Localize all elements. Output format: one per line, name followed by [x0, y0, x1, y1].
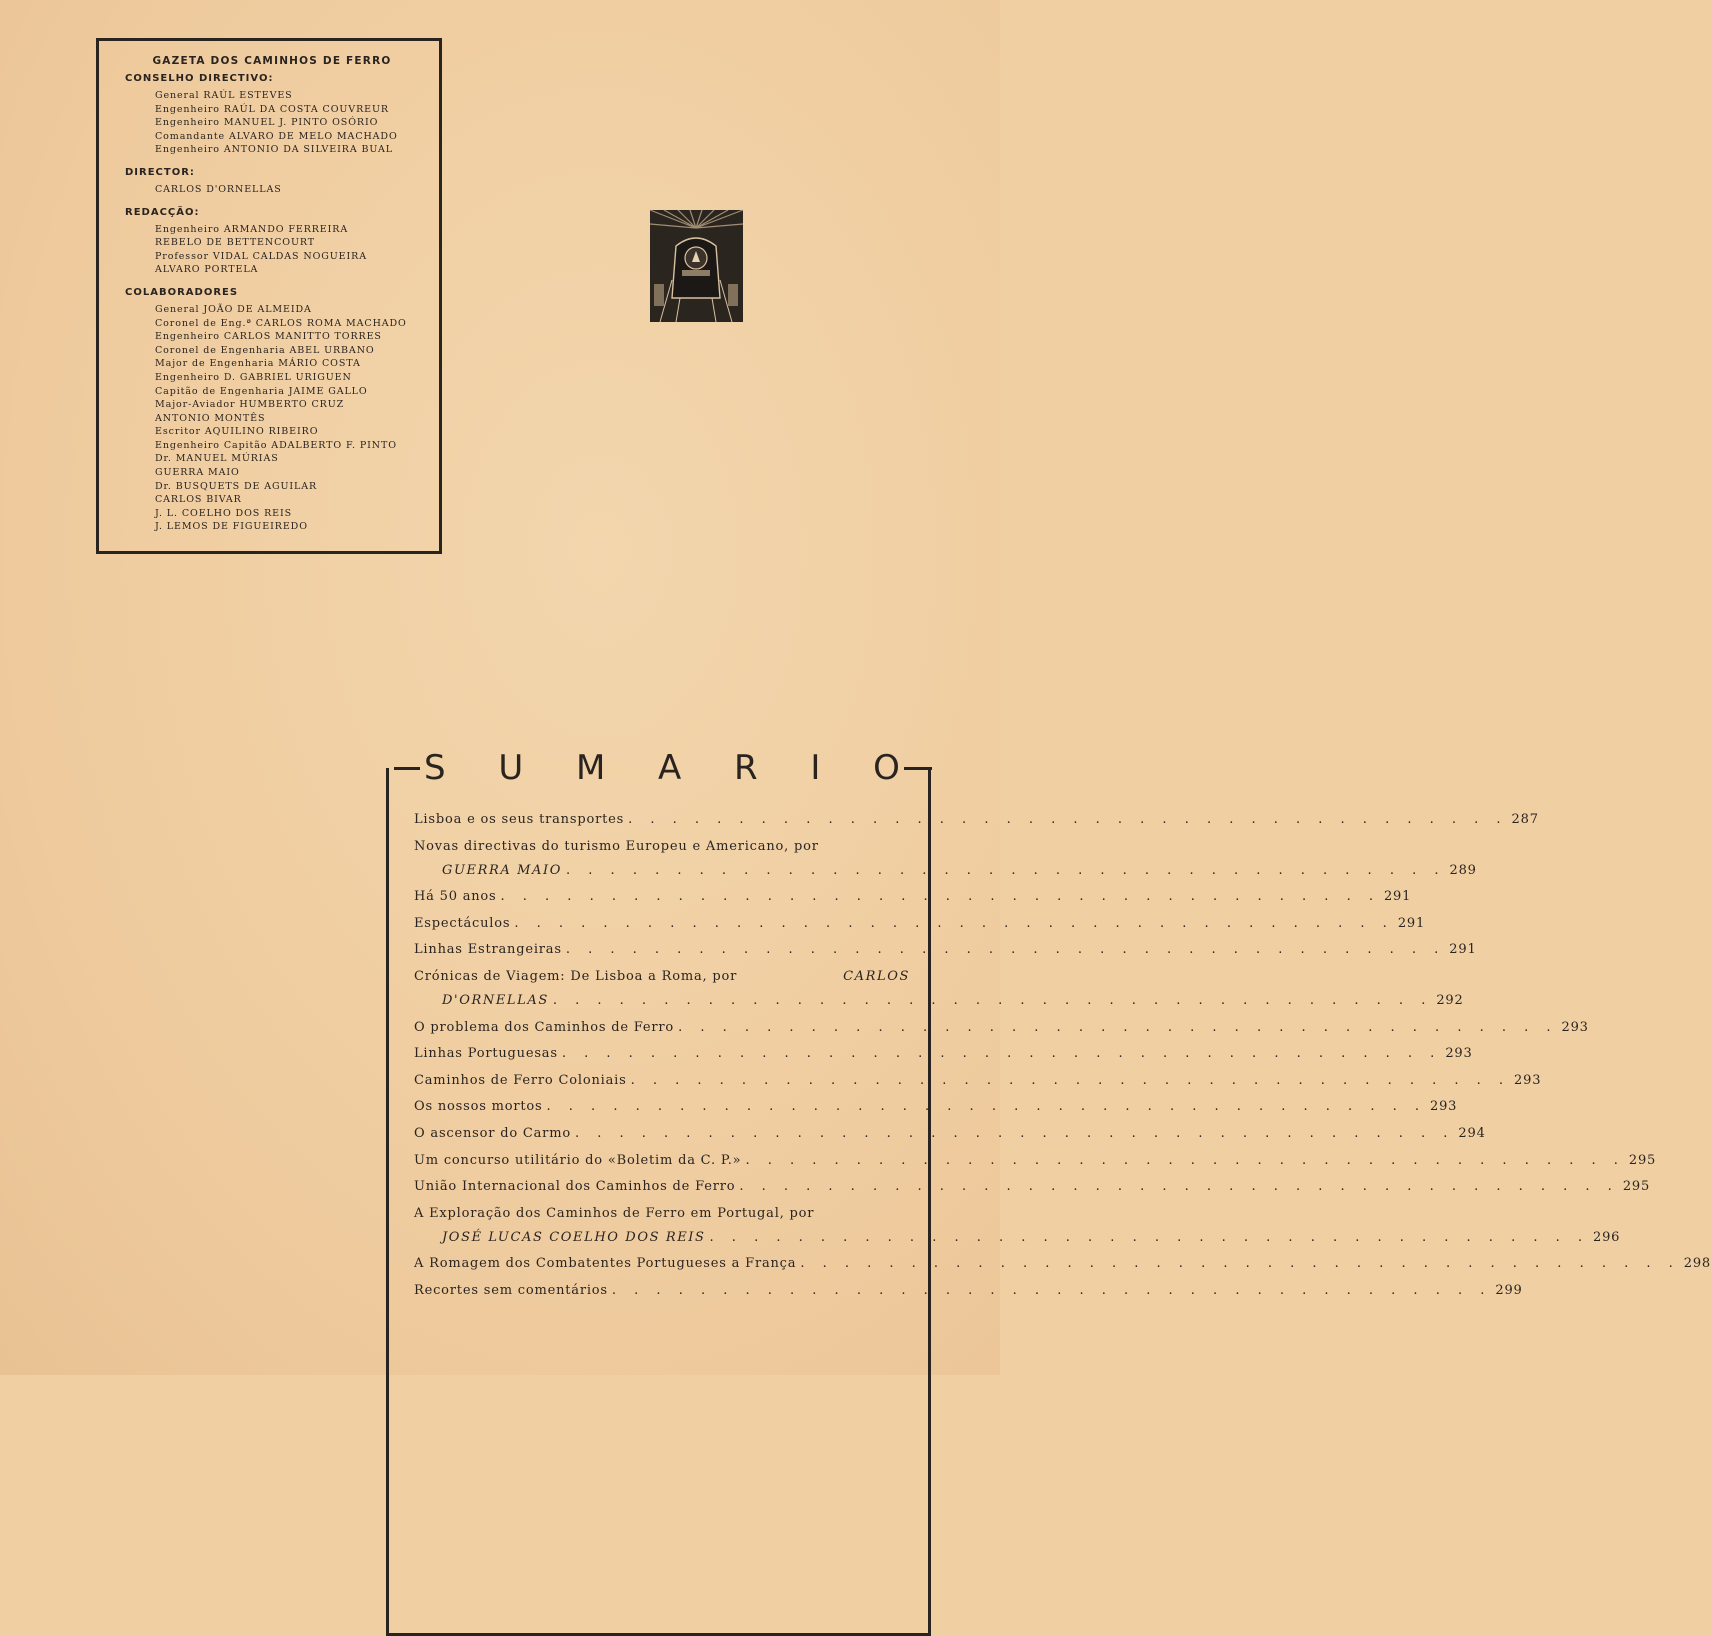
summary-item-author-line — [414, 1226, 1621, 1250]
staff-member: J. LEMOS DE FIGUEIREDO — [155, 521, 308, 533]
summary-item-title: União Internacional dos Caminhos de Ferro — [414, 1179, 736, 1195]
summary-item-line — [414, 1252, 1711, 1276]
summary-item-title: Linhas Estrangeiras — [414, 942, 562, 958]
summary-item-page: 291 — [1383, 889, 1412, 905]
leader-dots: . . . . . . . . . . . . . . . . . . . . . . . . . . . . . . . . . . . . . . . . — [546, 1099, 1426, 1115]
summary-item-line — [414, 885, 1412, 909]
summary-item-line — [414, 1175, 1651, 1199]
summary-item — [414, 1175, 1651, 1199]
summary-item — [414, 965, 1464, 1013]
staff-member: General RAÚL ESTEVES — [155, 90, 293, 101]
summary-item-line — [414, 1149, 1657, 1173]
leader-dots: . . . . . . . . . . . . . . . . . . . . . . . . . . . . . . . . . . . . . . . . — [514, 915, 1394, 931]
staff-section-heading: REDACÇÃO: — [125, 206, 200, 218]
locomotive-emblem-icon — [650, 210, 743, 322]
summary-item-author-line — [414, 859, 1477, 883]
leader-dots: . . . . . . . . . . . . . . . . . . . . . . . . . . . . . . . . . . . . . . . . — [628, 812, 1508, 827]
staff-section-heading: DIRECTOR: — [125, 166, 195, 178]
summary-item-author: JOSÉ LUCAS COELHO DOS REIS — [442, 1229, 706, 1245]
summary-item-page: 295 — [1622, 1179, 1651, 1195]
summary-item-title-line — [414, 835, 910, 859]
summary-item — [414, 1202, 1621, 1250]
section-gap — [125, 277, 439, 287]
staff-member: GUERRA MAIO — [155, 467, 240, 479]
summary-item — [414, 1042, 1473, 1066]
summary-item-author: CARLOS — [843, 968, 910, 984]
summary-item-title: A Exploração dos Caminhos de Ferro em Portugal, por — [414, 1205, 815, 1221]
summary-item-author: D'ORNELLAS — [442, 992, 549, 1008]
section-gap — [125, 157, 439, 167]
summary-item-page: 293 — [1514, 1072, 1542, 1088]
summary-item — [414, 835, 1477, 883]
staff-member: Comandante ALVARO DE MELO MACHADO — [155, 130, 398, 142]
staff-member: Dr. BUSQUETS DE AGUILAR — [155, 480, 318, 492]
staff-member: ANTONIO MONTÊS — [155, 412, 266, 424]
summary-item-page: 289 — [1449, 862, 1477, 878]
summary-item-line — [414, 1042, 1473, 1066]
leader-dots: . . . . . . . . . . . . . . . . . . . . . . . . . . . . . . . . . . . . . . . . — [800, 1256, 1680, 1272]
summary-item-page: 293 — [1445, 1046, 1473, 1062]
summary-item-title: Recortes sem comentários — [414, 1282, 608, 1298]
staff-member: Major-Aviador HUMBERTO CRUZ — [155, 399, 345, 411]
summary-item-title: Um concurso utilitário do «Boletim da C. P.» — [414, 1152, 742, 1168]
leader-dots: . . . . . . . . . . . . . . . . . . . . . . . . . . . . . . . . . . . . . . . . — [709, 1229, 1590, 1245]
summary-item-author-line — [414, 989, 1464, 1013]
summary-item-title: Espectáculos — [414, 915, 511, 931]
staff-member: ALVARO PORTELA — [155, 264, 259, 276]
staff-member: Engenheiro ANTONIO DA SILVEIRA BUAL — [155, 144, 393, 156]
summary-item-page: 298 — [1683, 1256, 1711, 1272]
summary-item-line — [414, 1095, 1458, 1119]
summary-item — [414, 1252, 1711, 1276]
summary-list — [414, 808, 1711, 1306]
leader-dots: . . . . . . . . . . . . . . . . . . . . . . . . . . . . . . . . . . . . . . . . — [611, 1282, 1492, 1298]
staff-box — [96, 38, 442, 554]
summary-item-page: 295 — [1628, 1152, 1657, 1168]
staff-member-list — [155, 303, 439, 534]
staff-section-heading: CONSELHO DIRECTIVO: — [125, 73, 274, 84]
summary-item-line — [414, 1279, 1523, 1303]
summary-item-title: Caminhos de Ferro Coloniais — [414, 1072, 627, 1088]
summary-item-title: Há 50 anos — [414, 889, 497, 905]
staff-member: Engenheiro ARMANDO FERREIRA — [155, 223, 349, 235]
staff-section-heading: COLABORADORES — [125, 286, 239, 298]
summary-item-page: 294 — [1458, 1125, 1486, 1141]
summary-item-title-line — [414, 965, 910, 989]
summary-item-line — [414, 808, 1539, 832]
summary-item — [414, 1279, 1523, 1303]
leader-dots: . . . . . . . . . . . . . . . . . . . . . . . . . . . . . . . . . . . . . . . . — [500, 889, 1380, 905]
heading-letter: S — [424, 748, 446, 788]
staff-member-list — [155, 223, 439, 277]
leader-dots: . . . . . . . . . . . . . . . . . . . . . . . . . . . . . . . . . . . . . . . . — [566, 862, 1446, 878]
leader-dots: . . . . . . . . . . . . . . . . . . . . . . . . . . . . . . . . . . . . . . . . — [678, 1019, 1558, 1035]
summary-item — [414, 1016, 1589, 1040]
summary-item-page: 296 — [1593, 1229, 1621, 1245]
summary-item-title: Crónicas de Viagem: De Lisboa a Roma, por — [414, 968, 738, 984]
leader-dots: . . . . . . . . . . . . . . . . . . . . . . . . . . . . . . . . . . . . . . . . — [739, 1179, 1619, 1195]
staff-member: Coronel de Eng.ª CARLOS ROMA MACHADO — [155, 317, 407, 329]
staff-member: Coronel de Engenharia ABEL URBANO — [155, 344, 375, 356]
summary-item — [414, 912, 1426, 936]
heading-letter: M — [575, 748, 606, 788]
staff-member: Engenheiro CARLOS MANITTO TORRES — [155, 331, 382, 343]
summary-item-page: 291 — [1397, 915, 1426, 931]
summary-item-title: A Romagem dos Combatentes Portugueses a França — [414, 1256, 797, 1272]
summary-item-line — [414, 912, 1426, 936]
summary-item-page: 287 — [1511, 812, 1539, 827]
staff-member: Engenheiro Capitão ADALBERTO F. PINTO — [155, 439, 397, 451]
staff-member: Engenheiro RAÚL DA COSTA COUVREUR — [155, 103, 389, 115]
summary-item-line — [414, 1016, 1589, 1040]
summary-item — [414, 1149, 1657, 1173]
summary-item-title-line — [414, 1202, 910, 1226]
heading-letter: A — [658, 748, 682, 788]
heading-letter: O — [873, 748, 900, 788]
summary-item-title: Novas directivas do turismo Europeu e Americano, por — [414, 838, 819, 854]
section-gap — [125, 197, 439, 207]
summary-item — [414, 808, 1539, 832]
leader-dots: . . . . . . . . . . . . . . . . . . . . . . . . . . . . . . . . . . . . . . . . — [565, 942, 1446, 958]
summary-item-page: 291 — [1449, 942, 1477, 958]
staff-member: CARLOS BIVAR — [155, 494, 242, 506]
summary-item-line — [414, 938, 1477, 962]
staff-member: J. L. COELHO DOS REIS — [155, 507, 293, 519]
summary-item-page: 299 — [1495, 1282, 1523, 1298]
summary-item — [414, 1122, 1486, 1146]
summary-item — [414, 938, 1477, 962]
staff-member: Engenheiro MANUEL J. PINTO OSÓRIO — [155, 117, 379, 129]
summary-item-title: Os nossos mortos — [414, 1099, 543, 1115]
publication-title: GAZETA DOS CAMINHOS DE FERRO — [152, 55, 392, 67]
summary-item — [414, 1095, 1458, 1119]
heading-letter: R — [734, 748, 758, 788]
summary-item-page: 293 — [1561, 1019, 1589, 1035]
staff-member: REBELO DE BETTENCOURT — [155, 237, 315, 249]
summary-item — [414, 1069, 1542, 1093]
leader-dots: . . . . . . . . . . . . . . . . . . . . . . . . . . . . . . . . . . . . . . . . — [561, 1046, 1442, 1062]
summary-item-line — [414, 1069, 1542, 1093]
staff-member: Engenheiro D. GABRIEL URIGUEN — [155, 371, 352, 383]
leader-dots: . . . . . . . . . . . . . . . . . . . . . . . . . . . . . . . . . . . . . . . . — [630, 1072, 1511, 1088]
summary-item-title: O ascensor do Carmo — [414, 1125, 571, 1141]
summary-item — [414, 885, 1412, 909]
staff-member-list — [155, 89, 439, 157]
staff-member: Capitão de Engenharia JAIME GALLO — [155, 385, 368, 397]
leader-dots: . . . . . . . . . . . . . . . . . . . . . . . . . . . . . . . . . . . . . . . . — [574, 1125, 1455, 1141]
staff-member: Dr. MANUEL MÚRIAS — [155, 453, 279, 465]
summary-item-title: O problema dos Caminhos de Ferro — [414, 1019, 675, 1035]
leader-dots: . . . . . . . . . . . . . . . . . . . . . . . . . . . . . . . . . . . . . . . . — [552, 992, 1433, 1008]
staff-sections — [125, 73, 439, 534]
leader-dots: . . . . . . . . . . . . . . . . . . . . . . . . . . . . . . . . . . . . . . . . — [745, 1152, 1625, 1168]
summary-item-page: 292 — [1436, 992, 1464, 1008]
heading-letter: U — [498, 748, 524, 788]
summary-item-title: Lisboa e os seus transportes — [414, 812, 625, 827]
summary-item-page: 293 — [1430, 1099, 1458, 1115]
summary-item-title: Linhas Portuguesas — [414, 1046, 558, 1062]
staff-member: Major de Engenharia MÁRIO COSTA — [155, 358, 361, 370]
summary-item-author: GUERRA MAIO — [442, 862, 563, 878]
staff-member: CARLOS D'ORNELLAS — [155, 183, 282, 195]
summary-item-line — [414, 1122, 1486, 1146]
staff-member: General JOÃO DE ALMEIDA — [155, 303, 312, 315]
staff-member: Professor VIDAL CALDAS NOGUEIRA — [155, 250, 367, 262]
heading-letter: I — [810, 748, 821, 788]
staff-member-list — [155, 183, 439, 197]
staff-member: Escritor AQUILINO RIBEIRO — [155, 426, 319, 438]
